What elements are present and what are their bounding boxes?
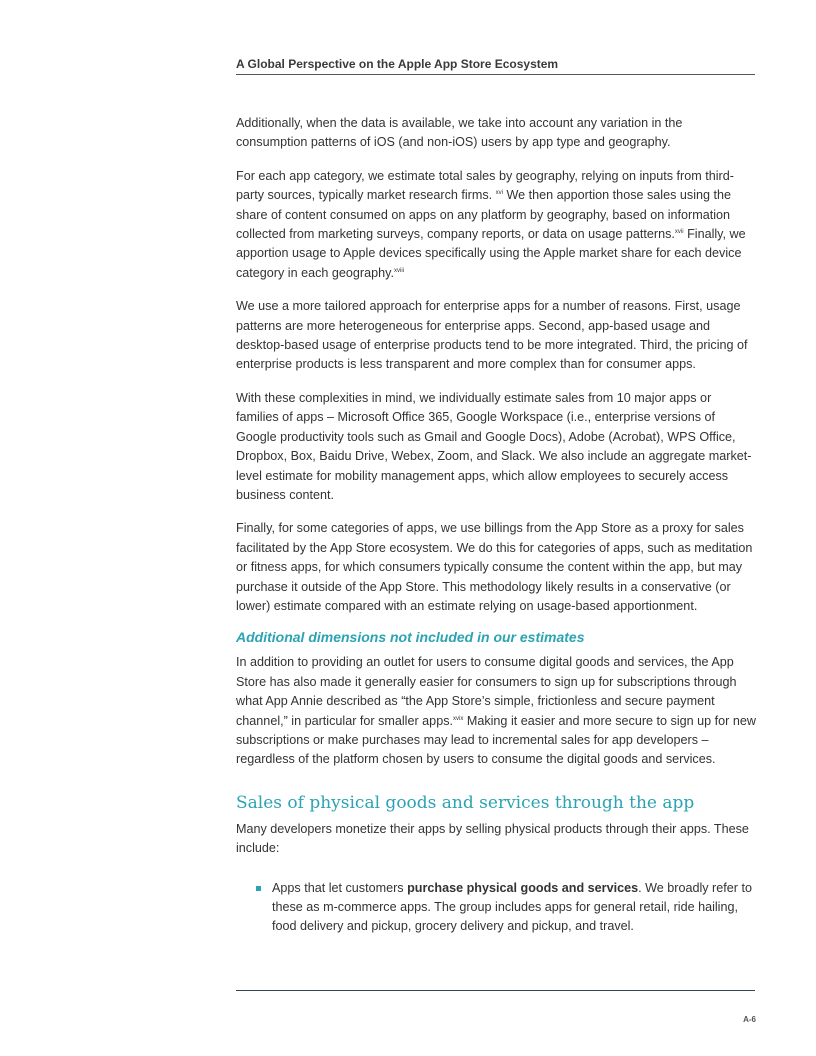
footer-divider: [236, 990, 755, 991]
paragraph-enterprise: We use a more tailored approach for enterprise apps for a number of reasons. First, usage patterns are more heterogeneous for enterprise apps. Second, app-based usage and desktop-based usage of enterprise products tend to be more integrated. Third, the pricing of enterprise products is less transparent and more complex than for consumer apps.: [236, 299, 748, 372]
paragraph-billings: Finally, for some categories of apps, we use billings from the App Store as a proxy for sales facilitated by the App Store ecosystem. We do this for categories of apps, such as meditation or fitness apps, for which consumers typically consume the content within the app, but may purchase it outside of the App Store. This methodology likely results in a conservative (or lower) estimate compared with an estimate relying on usage-based apportionment.: [236, 521, 753, 613]
footnote-ref[interactable]: xvii: [674, 229, 684, 236]
paragraph-major-apps: With these complexities in mind, we individually estimate sales from 10 major apps or families of apps – Microsoft Office 365, Google Workspace (i.e., enterprise versions of Google productivity tools such as Gmail and Google Docs), Adobe (Acrobat), WPS Office, Dropbox, Box, Baidu Drive, Webex, Zoom, and Slack. We also include an aggregate market-level estimate for mobility management apps, which allow employees to securely access business content.: [236, 390, 752, 502]
subsection-heading: Additional dimensions not included in our estimates: [236, 629, 585, 646]
paragraph-additional-dimensions: [236, 653, 756, 769]
paragraph-consumption: Additionally, when the data is available, we take into account any variation in the consumption patterns of iOS (and non-iOS) users by app type and geography.: [236, 116, 683, 150]
main-content: [236, 114, 756, 951]
paragraph-text: For each app category, we estimate total sales by geography, relying on inputs from third-party sources, typically market research firms.: [236, 168, 734, 203]
bullet-bold-text: purchase physical goods and services: [407, 880, 639, 895]
footnote-ref[interactable]: xviii: [394, 267, 404, 274]
section-intro: Many developers monetize their apps by selling physical products through their apps. These include:: [236, 821, 749, 856]
bullet-text: Apps that let customers: [272, 880, 408, 895]
footnote-ref[interactable]: xvi: [495, 190, 503, 197]
page-number: A-6: [743, 1015, 756, 1024]
bullet-square-icon: [256, 886, 261, 891]
bullet-item: [236, 879, 756, 937]
bullet-text: . We broadly refer to these as m-commerce apps. The group includes apps for general retail, ride hailing, food delivery and pickup, grocery delivery and pickup, and travel.: [272, 880, 752, 934]
section-heading: Sales of physical goods and services through the app: [236, 792, 695, 813]
paragraph-text: Finally, we apportion usage to Apple devices specifically using the Apple market share for each device category in each geography.: [236, 227, 746, 280]
paragraph-text: We then apportion those sales using the share of content consumed on apps on any platform by geography, based on information collected from marketing surveys, company reports, or data on usage patterns.: [236, 188, 732, 242]
paragraph-text: In addition to providing an outlet for users to consume digital goods and services, the App Store has also made it generally easier for consumers to sign up for subscriptions through what App Annie described as “the App Store’s simple, frictionless and secure payment channel,” in particular for smaller apps.: [236, 655, 737, 728]
paragraph-text: Making it easier and more secure to sign up for new subscriptions or make purchases may lead to incremental sales for app developers – regardless of the platform chosen by users to consume the digital goods and services.: [236, 713, 756, 767]
paragraph-app-category: [236, 167, 756, 283]
footnote-ref[interactable]: xvix: [453, 715, 464, 722]
header-divider: [236, 74, 755, 75]
page-header-title: A Global Perspective on the Apple App Store Ecosystem: [236, 57, 559, 71]
